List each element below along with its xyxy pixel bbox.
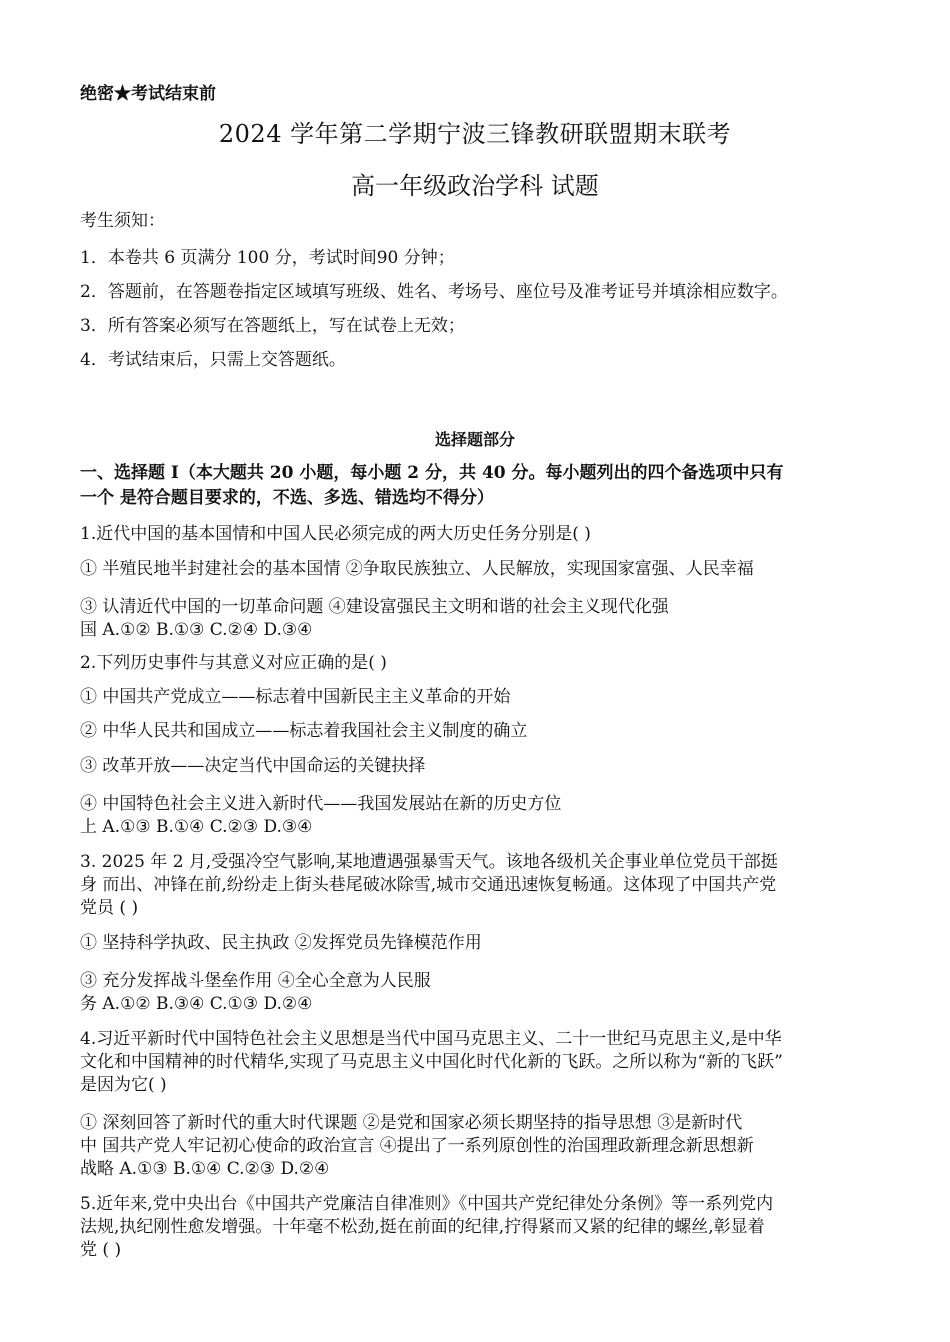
- question-stem: 党 ( ): [80, 1240, 122, 1260]
- exam-subtitle: 高一年级政治学科 试题: [351, 172, 599, 200]
- exam-title: 2024 学年第二学期宁波三锋教研联盟期末联考: [218, 120, 732, 148]
- answer-choices: 务 A.①② B.③④ C.①③ D.②④: [80, 994, 313, 1014]
- notice-item: 3．所有答案必须写在答题纸上，写在试卷上无效；: [80, 316, 465, 336]
- section-instruction: 一、选择题 I（本大题共 20 小题，每小题 2 分，共 40 分。每小题列出的四个备选项中只有: [80, 463, 784, 483]
- question-option: ③ 改革开放——决定当代中国命运的关键抉择: [80, 756, 426, 776]
- question-option: ① 半殖民地半封建社会的基本国情 ②争取民族独立、人民解放，实现国家富强、人民幸福: [80, 559, 754, 579]
- question-option: ① 中国共产党成立——标志着中国新民主主义革命的开始: [80, 687, 511, 707]
- question-stem: 2.下列历史事件与其意义对应正确的是( ): [80, 653, 387, 673]
- section-title: 选择题部分: [434, 430, 515, 449]
- question-stem: 4.习近平新时代中国特色社会主义思想是当代中国马克思主义、二十一世纪马克思主义,是中华: [80, 1029, 782, 1049]
- question-stem: 1.近代中国的基本国情和中国人民必须完成的两大历史任务分别是( ): [80, 524, 591, 544]
- notice-item: 1．本卷共 6 页满分 100 分，考试时间90 分钟；: [80, 248, 455, 268]
- question-option: ③ 认清近代中国的一切革命问题 ④建设富强民主文明和谐的社会主义现代化强: [80, 597, 669, 617]
- question-stem: 3. 2025 年 2 月,受强冷空气影响,某地遭遇强暴雪天气。该地各级机关企事业单位党员干部挺: [80, 852, 778, 872]
- question-stem: 5.近年来,党中央出台《中国共产党廉洁自律准则》《中国共产党纪律处分条例》等一系列党内: [80, 1194, 774, 1214]
- secret-mark: 绝密★考试结束前: [80, 84, 216, 104]
- notice-item: 4．考试结束后，只需上交答题纸。: [80, 350, 346, 370]
- question-option: ④ 中国特色社会主义进入新时代——我国发展站在新的历史方位: [80, 794, 562, 814]
- question-option: ① 坚持科学执政、民主执政 ②发挥党员先锋模范作用: [80, 933, 482, 953]
- question-stem: 党员 ( ): [80, 898, 139, 918]
- question-stem: 文化和中国精神的时代精华,实现了马克思主义中国化时代化新的飞跃。之所以称为“新的飞跃”: [80, 1052, 783, 1072]
- answer-choices: 战略 A.①③ B.①④ C.②③ D.②④: [80, 1159, 330, 1179]
- question-stem: 法规,执纪刚性愈发增强。十年毫不松劲,挺在前面的纪律,拧得紧而又紧的纪律的螺丝,彰显着: [80, 1217, 765, 1237]
- notice-item: 2．答题前，在答题卷指定区域填写班级、姓名、考场号、座位号及准考证号并填涂相应数字。: [80, 282, 788, 302]
- question-option: ③ 充分发挥战斗堡垒作用 ④全心全意为人民服: [80, 971, 431, 991]
- section-instruction: 一个 是符合题目要求的，不选、多选、错选均不得分）: [80, 488, 494, 508]
- question-option: ① 深刻回答了新时代的重大时代课题 ②是党和国家必须长期坚持的指导思想 ③是新时代: [80, 1113, 743, 1133]
- answer-choices: 上 A.①③ B.①④ C.②③ D.③④: [80, 817, 313, 837]
- question-stem: 是因为它( ): [80, 1075, 167, 1095]
- question-option: ② 中华人民共和国成立——标志着我国社会主义制度的确立: [80, 721, 528, 741]
- question-stem: 身 而出、冲锋在前,纷纷走上街头巷尾破冰除雪,城市交通迅速恢复畅通。这体现了中国共产党: [80, 875, 777, 895]
- answer-choices: 国 A.①② B.①③ C.②④ D.③④: [80, 620, 313, 640]
- notice-heading: 考生须知：: [80, 211, 165, 231]
- question-option: 中 国共产党人牢记初心使命的政治宣言 ④提出了一系列原创性的治国理政新理念新思想新: [80, 1136, 754, 1156]
